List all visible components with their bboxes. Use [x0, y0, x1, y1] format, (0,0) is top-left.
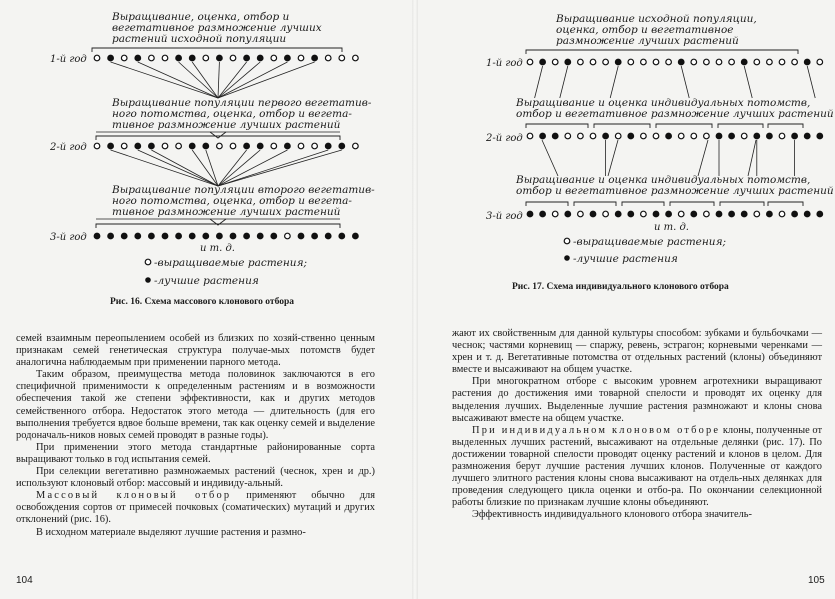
connector-line — [218, 150, 247, 186]
diagram-mid1-label-line: ного потомства, оценка, отбор и вегета- — [112, 108, 352, 120]
best-plant-marker — [540, 211, 546, 217]
best-plant-marker — [339, 233, 345, 239]
connector-line — [218, 62, 287, 98]
bracket-line — [720, 202, 764, 206]
best-plant-marker — [565, 59, 571, 65]
bracket-line — [768, 202, 803, 206]
best-plant-marker — [189, 143, 195, 149]
plant-marker — [603, 211, 609, 217]
best-plant-marker — [121, 233, 127, 239]
best-plant-marker — [217, 55, 223, 61]
best-plant-marker — [552, 133, 558, 139]
best-plant-marker — [230, 233, 236, 239]
connector-line — [218, 62, 219, 98]
best-plant-marker — [603, 133, 609, 139]
connector-line — [138, 62, 218, 98]
left-page — [0, 0, 412, 599]
year-2-label: 2-й год — [486, 133, 523, 144]
connector-line — [748, 140, 756, 176]
best-plant-marker — [244, 143, 250, 149]
plant-marker — [628, 59, 634, 65]
legend-filled-label: -лучшие растения — [154, 275, 259, 287]
plant-marker — [741, 133, 747, 139]
best-plant-marker — [257, 143, 263, 149]
best-plant-marker — [244, 233, 250, 239]
best-plant-marker — [312, 55, 318, 61]
bracket-line — [656, 124, 712, 128]
best-plant-marker — [540, 133, 546, 139]
paragraph: жают их свойственным для данной культуры способом: зубками и бульбочками — чеснок; частями корневищ — спаржу, ревень, эстрагон; корневыми черенками — хрен и т. д. Вегетативные потомства от отдельных растений (клоны) объединяют вместе и высаживают на общем участке. — [452, 328, 822, 376]
plant-marker — [552, 59, 558, 65]
connector-line — [560, 66, 568, 98]
plant-marker — [353, 143, 359, 149]
plant-marker — [230, 143, 236, 149]
plant-marker — [666, 59, 672, 65]
best-plant-marker — [691, 211, 697, 217]
best-plant-marker — [108, 233, 114, 239]
plant-marker — [678, 133, 684, 139]
best-plant-marker — [135, 143, 141, 149]
funnel-arrow — [210, 132, 226, 138]
best-plant-marker — [729, 133, 735, 139]
plant-marker — [779, 211, 785, 217]
diagram-mid2-label-line: Выращивание популяции второго вегетатив- — [112, 184, 375, 196]
connector-line — [111, 150, 218, 186]
best-plant-marker — [325, 143, 331, 149]
diagram-mid1-label-line: Выращивание и оценка индивидуальных потомств, — [516, 97, 811, 109]
best-plant-marker — [565, 211, 571, 217]
best-plant-marker — [257, 233, 263, 239]
connector-line — [610, 66, 618, 98]
best-plant-marker — [741, 59, 747, 65]
bracket-line — [526, 202, 568, 206]
year-3-label: 3-й год — [50, 232, 87, 243]
best-plant-marker — [716, 211, 722, 217]
body-text — [452, 328, 822, 522]
best-plant-marker — [666, 133, 672, 139]
best-plant-marker — [176, 233, 182, 239]
right-page — [418, 0, 835, 599]
plant-marker — [767, 59, 773, 65]
best-plant-marker — [162, 233, 168, 239]
plant-marker — [552, 211, 558, 217]
best-plant-marker — [590, 211, 596, 217]
legend-filled-marker — [564, 255, 570, 261]
best-plant-marker — [817, 133, 823, 139]
spaced-term: При индивидуальном клоновом отборе — [472, 424, 721, 436]
plant-marker — [203, 55, 209, 61]
bracket-line — [718, 124, 763, 128]
best-plant-marker — [754, 133, 760, 139]
best-plant-marker — [285, 143, 291, 149]
bracket-line — [594, 124, 650, 128]
bracket-line — [768, 124, 803, 128]
plant-marker — [641, 133, 647, 139]
bracket-line — [526, 124, 588, 128]
plant-marker — [578, 59, 584, 65]
best-plant-marker — [540, 59, 546, 65]
connector-line — [218, 150, 342, 186]
plant-marker — [691, 133, 697, 139]
paragraph — [452, 425, 822, 510]
best-plant-marker — [792, 211, 798, 217]
connector-line — [807, 66, 815, 98]
best-plant-marker — [729, 211, 735, 217]
paragraph: В исходном материале выделяют лучшие растения и размно- — [36, 526, 306, 538]
plant-marker — [578, 133, 584, 139]
best-plant-marker — [666, 211, 672, 217]
plant-marker — [590, 59, 596, 65]
connector-line — [218, 150, 287, 186]
best-plant-marker — [628, 133, 634, 139]
plant-marker — [176, 143, 182, 149]
plant-marker — [527, 59, 533, 65]
best-plant-marker — [271, 233, 277, 239]
paragraph: семей взаимным переопылением особей из близких по хозяй-ственно ценным признакам семей генетическая структура получае-мых потомств будет аналогична наблюдаемым при применении парного метода. — [16, 333, 375, 369]
best-plant-marker — [678, 59, 684, 65]
plant-marker — [94, 55, 100, 61]
best-plant-marker — [615, 59, 621, 65]
best-plant-marker — [285, 55, 291, 61]
diagram-top-label-line: Выращивание, оценка, отбор и — [112, 11, 290, 23]
diagram-top-label-line: растений исходной популяции — [112, 33, 287, 45]
figure-caption: Рис. 17. Схема индивидуального клонового отбора — [512, 282, 729, 292]
legend-filled-label: -лучшие растения — [573, 253, 678, 265]
best-plant-marker — [189, 55, 195, 61]
best-plant-marker — [767, 211, 773, 217]
best-plant-marker — [339, 143, 345, 149]
plant-marker — [162, 143, 168, 149]
plant-marker — [162, 55, 168, 61]
plant-marker — [817, 59, 823, 65]
plant-marker — [779, 133, 785, 139]
diagram-top-label-line: вегетативное размножение лучших — [112, 22, 322, 34]
best-plant-marker — [135, 55, 141, 61]
best-plant-marker — [527, 211, 533, 217]
plant-marker — [565, 133, 571, 139]
connector-line — [218, 62, 260, 98]
best-plant-marker — [325, 233, 331, 239]
legend-open-label: -выращиваемые растения; — [154, 257, 308, 269]
etc-label: и т. д. — [654, 222, 689, 233]
paragraph-text: применяют обычно для освобождения сортов от примесей почковых (соматических) мутаций и других отклонений (рис. 16). — [16, 490, 375, 526]
plant-marker — [641, 211, 647, 217]
plant-marker — [312, 143, 318, 149]
connector-line — [138, 150, 218, 186]
plant-marker — [729, 59, 735, 65]
plant-marker — [704, 59, 710, 65]
best-plant-marker — [741, 211, 747, 217]
plant-marker — [615, 133, 621, 139]
legend-open-marker — [145, 259, 151, 265]
plant-marker — [653, 59, 659, 65]
plant-marker — [653, 133, 659, 139]
bracket-line — [92, 48, 342, 52]
plant-marker — [325, 55, 331, 61]
plant-marker — [678, 211, 684, 217]
year-2-label: 2-й год — [50, 142, 87, 153]
plant-marker — [217, 143, 223, 149]
best-plant-marker — [804, 133, 810, 139]
paragraph: Эффективность индивидуального клонового отбора значитель- — [472, 509, 752, 521]
plant-marker — [285, 233, 291, 239]
connector-line — [218, 150, 260, 186]
plant-marker — [230, 55, 236, 61]
plant-marker — [94, 143, 100, 149]
etc-label: и т. д. — [200, 243, 235, 254]
best-plant-marker — [108, 143, 114, 149]
plant-marker — [578, 211, 584, 217]
connector-line — [218, 150, 328, 186]
best-plant-marker — [203, 143, 209, 149]
connector-line — [179, 62, 218, 98]
plant-marker — [754, 59, 760, 65]
connector-line — [535, 66, 543, 98]
plant-marker — [704, 133, 710, 139]
paragraph — [16, 490, 375, 526]
plant-marker — [779, 59, 785, 65]
diagram-mid1-label-line: тивное размножение лучших растений — [112, 119, 341, 131]
diagram-mid1-label-line: отбор и вегетативное размножение лучших растений — [516, 108, 834, 120]
year-1-label: 1-й год — [50, 54, 87, 65]
diagram-top-label-line: размножение лучших растений — [556, 35, 739, 47]
best-plant-marker — [817, 211, 823, 217]
plant-marker — [527, 133, 533, 139]
plant-marker — [716, 59, 722, 65]
best-plant-marker — [298, 233, 304, 239]
plant-marker — [298, 143, 304, 149]
paragraph: При селекции вегетативно размножаемых растений (чеснок, хрен и др.) используют клоновый отбор: массовый и индивиду-альный. — [16, 466, 375, 490]
best-plant-marker — [716, 133, 722, 139]
plant-marker — [149, 55, 155, 61]
plant-marker — [298, 55, 304, 61]
plant-marker — [754, 211, 760, 217]
bracket-line — [670, 202, 714, 206]
best-plant-marker — [792, 133, 798, 139]
plant-marker — [121, 55, 127, 61]
best-plant-marker — [108, 55, 114, 61]
best-plant-marker — [217, 233, 223, 239]
diagram-top-label-line: оценка, отбор и вегетативное — [556, 24, 734, 36]
diagram-mid2-label-line: Выращивание и оценка индивидуальных потомств, — [516, 174, 811, 186]
connector-line — [744, 66, 752, 98]
spaced-term: Массовый клоновый отбор — [36, 490, 232, 502]
plant-marker — [271, 143, 277, 149]
diagram-mid1-label-line: Выращивание популяции первого вегетатив- — [112, 97, 372, 109]
best-plant-marker — [149, 233, 155, 239]
best-plant-marker — [804, 59, 810, 65]
best-plant-marker — [203, 233, 209, 239]
plant-marker — [121, 143, 127, 149]
year-1-label: 1-й год — [486, 58, 523, 69]
best-plant-marker — [94, 233, 100, 239]
legend-filled-marker — [145, 277, 151, 283]
legend-open-marker — [564, 238, 570, 244]
bracket-line — [622, 202, 664, 206]
best-plant-marker — [176, 55, 182, 61]
diagram-mid2-label-line: тивное размножение лучших растений — [112, 206, 341, 218]
page-number: 104 — [16, 575, 33, 586]
connector-line — [111, 62, 218, 98]
legend-open-label: -выращиваемые растения; — [573, 236, 727, 248]
diagram-top-label-line: Выращивание исходной популяции, — [556, 13, 757, 25]
mass-clonal-selection-diagram — [0, 0, 412, 300]
plant-marker — [792, 59, 798, 65]
page-number: 105 — [808, 575, 825, 586]
paragraph: При применении этого метода стандартные районированные сорта выращивают только в год испытания семей. — [16, 441, 375, 465]
best-plant-marker — [244, 55, 250, 61]
best-plant-marker — [653, 211, 659, 217]
best-plant-marker — [189, 233, 195, 239]
plant-marker — [691, 59, 697, 65]
best-plant-marker — [767, 133, 773, 139]
bracket-line — [574, 202, 616, 206]
plant-marker — [603, 59, 609, 65]
plant-marker — [641, 59, 647, 65]
best-plant-marker — [628, 211, 634, 217]
best-plant-marker — [312, 233, 318, 239]
best-plant-marker — [135, 233, 141, 239]
plant-marker — [339, 55, 345, 61]
year-3-label: 3-й год — [486, 211, 523, 222]
body-text — [16, 333, 375, 539]
paragraph: Таким образом, преимущества метода половинок заключаются в его специфичной применимости к определенным растениям и в возможности обеспечения такой же степени эффективности, как и других методов семейственного отбора. Недостаток этого метода — длительность (для его выполнения требуется вдвое больше времени, так как оценку семей и выделение родоначаль-ников новых семей проводят в разные годы). — [16, 369, 375, 441]
paragraph-text: клоны, полученные от выделенных лучших растений, высаживают на отдельные делянки (рис. 17). По достижении товарной спелости проводят оценку растений и клонов в целом. Для размножения берут лучшие растения лучших клонов. Полученные от каждого лучшего элитного растения клоны снова высаживают на отдель-ных делянках для проведения следующего цикла оценки и отбо-ра. По окончании селекционной работы близкие по признакам лучшие клоны объединяют. — [452, 424, 822, 509]
best-plant-marker — [353, 233, 359, 239]
best-plant-marker — [149, 143, 155, 149]
best-plant-marker — [804, 211, 810, 217]
diagram-mid2-label-line: ного потомства, оценка, отбор и вегета- — [112, 195, 352, 207]
plant-marker — [271, 55, 277, 61]
plant-marker — [353, 55, 359, 61]
connector-line — [698, 140, 708, 176]
best-plant-marker — [615, 211, 621, 217]
connector-line — [542, 140, 558, 176]
bracket-line — [526, 50, 798, 54]
plant-marker — [704, 211, 710, 217]
paragraph: При многократном отборе с высоким уровнем агротехники выращивают растения до достижения ими товарной спелости и проводят их оценку для выделения лучших. Выделенные лучшие растения размножают и клоны снова высаживают вместе на общем участке. — [452, 376, 822, 424]
individual-clonal-selection-diagram — [418, 0, 835, 300]
connector-line — [681, 66, 689, 98]
diagram-mid2-label-line: отбор и вегетативное размножение лучших растений — [516, 185, 834, 197]
connector-line — [608, 140, 618, 176]
plant-marker — [590, 133, 596, 139]
best-plant-marker — [257, 55, 263, 61]
figure-caption: Рис. 16. Схема массового клонового отбора — [110, 297, 294, 307]
